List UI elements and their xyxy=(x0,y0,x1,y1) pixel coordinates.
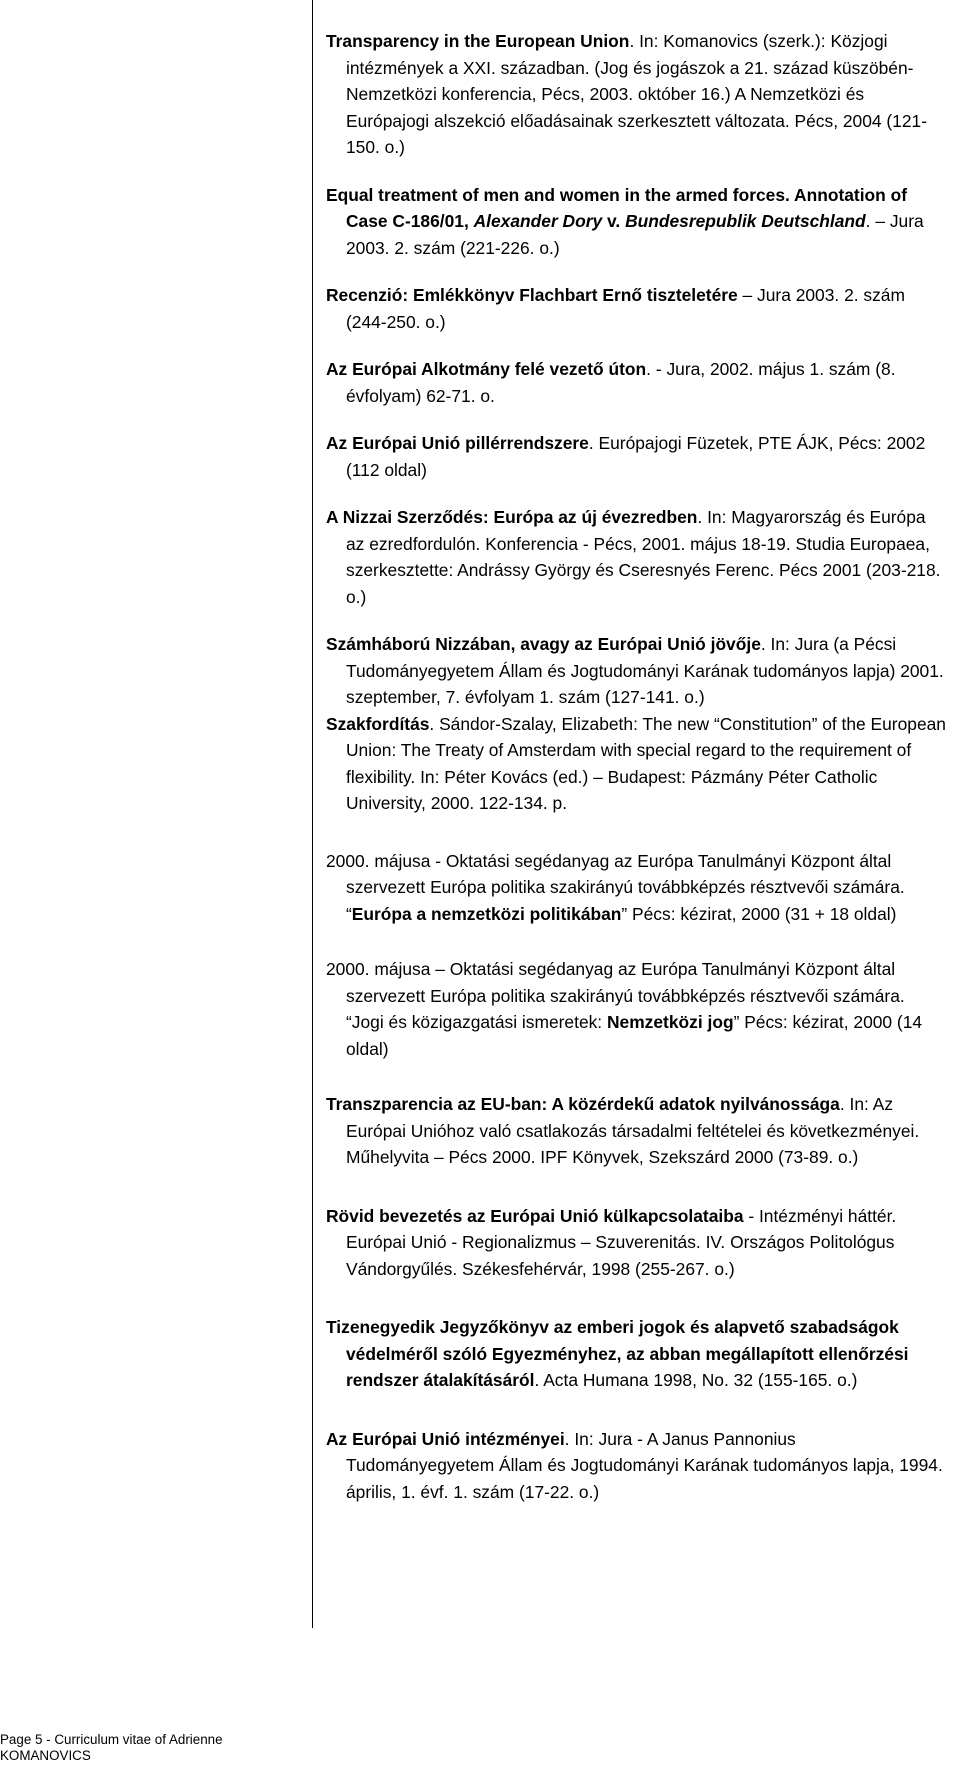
publication-title: Nemzetközi jog xyxy=(606,1012,734,1032)
publication-title: Rövid bevezetés az Európai Unió külkapcsolataiba xyxy=(326,1205,744,1226)
publication-entry-12 xyxy=(326,1203,946,1283)
publication-details: 2000. májusa – Oktatási segédanyag az Európa Tanulmányi Központ által szervezett Európa politika szakirányú továbbképzés résztvevői számára. “Jogi és közigazgatási ismeretek: xyxy=(326,959,905,1032)
publication-title: Equal treatment of men and women in the armed forces. Annotation of Case C-186/01, xyxy=(326,184,908,231)
publication-title: Szakfordítás xyxy=(326,713,430,734)
publication-title: Az Európai Unió pillérrendszere xyxy=(326,433,589,453)
publication-details: . Európajogi Füzetek, PTE ÁJK, Pécs: 2002 (112 oldal) xyxy=(346,433,926,480)
publication-details: . In: Jura - A Janus Pannonius Tudományegyetem Állam és Jogtudományi Karának tudományos lapja, 1994. április, 1. évf. 1. szám (17-22. o.) xyxy=(346,1428,943,1502)
publication-entry-4 xyxy=(326,356,946,409)
publication-entry-5 xyxy=(326,430,946,483)
publication-details: ” Pécs: kézirat, 2000 (14 oldal) xyxy=(346,1012,923,1059)
margin-rule xyxy=(312,0,313,1628)
publication-title: Az Európai Alkotmány felé vezető úton xyxy=(326,359,647,379)
publication-title: Tizenegyedik Jegyzőkönyv az emberi jogok és alapvető szabadságok védelméről szóló Egyezményhez, az abban megállapított ellenőrzési rendszer átalakításáról xyxy=(326,1317,909,1390)
publication-title: Számháború Nizzában, avagy az Európai Unió jövője xyxy=(326,634,761,654)
page-footer: Page 5 - Curriculum vitae of Adrienne KOMANOVICS xyxy=(0,1732,223,1763)
publication-details: . In: Magyarország és Európa az ezredfordulón. Konferencia - Pécs, 2001. május 18-19. Studia Europaea, szerkesztette: Andrássy György és Cseresnyés Ferenc. Pécs 2001 (203-218. o.) xyxy=(346,507,941,607)
publication-entry-6 xyxy=(326,504,946,610)
publication-entry-2 xyxy=(326,182,946,262)
publication-entry-10 xyxy=(326,956,946,1062)
publication-title: Recenzió: Emlékkönyv Flachbart Ernő tiszteletére xyxy=(326,285,738,305)
publication-details: . In: Komanovics (szerk.): Közjogi intézmények a XXI. században. (Jog és jogászok a 21. század küszöbén- Nemzetközi konferencia, Pécs, 2003. október 16.) A Nemzetközi és Európajogi alszekció előadásainak szerkesztett változata. Pécs, 2004 (121-150. o.) xyxy=(346,31,927,157)
publication-details: . Acta Humana 1998, No. 32 (155-165. o.) xyxy=(534,1370,858,1390)
publication-list xyxy=(326,28,946,1526)
publication-title-italic: Bundesrepublik Deutschland xyxy=(625,211,866,231)
publication-entry-11 xyxy=(326,1091,946,1171)
publication-entry-8 xyxy=(326,711,946,817)
publication-details: . In: Az Európai Unióhoz való csatlakozás társadalmi feltételei és következményei. Műhelyvita – Pécs 2000. IPF Könyvek, Szekszárd 2000 (73-89. o.) xyxy=(346,1094,920,1167)
publication-details: . - Jura, 2002. május 1. szám (8. évfolyam) 62-71. o. xyxy=(346,359,896,406)
publication-title: Transparency in the European Union xyxy=(326,31,630,51)
publication-details: – Jura 2003. 2. szám (244-250. o.) xyxy=(346,285,905,332)
publication-details: - Intézményi háttér. Európai Unió - Regionalizmus – Szuverenitás. IV. Országos Politológus Vándorgyűlés. Székesfehérvár, 1998 (255-267. o.) xyxy=(346,1205,897,1279)
publication-title: Európa a nemzetközi politikában xyxy=(351,903,622,924)
publication-title: v. xyxy=(602,211,626,231)
publication-title: Az Európai Unió intézményei xyxy=(326,1428,565,1449)
publication-title: Transzparencia az EU-ban: A közérdekű adatok nyilvánossága xyxy=(326,1094,840,1114)
publication-entry-1 xyxy=(326,28,946,161)
publication-entry-9 xyxy=(326,848,946,928)
publication-entry-3 xyxy=(326,282,946,335)
publication-entry-7 xyxy=(326,631,946,711)
publication-entry-14 xyxy=(326,1426,946,1506)
publication-details: . – Jura 2003. 2. szám (221-226. o.) xyxy=(346,211,924,258)
publication-details: . In: Jura (a Pécsi Tudományegyetem Állam és Jogtudományi Karának tudományos lapja) 2001. szeptember, 7. évfolyam 1. szám (127-141. o.) xyxy=(346,634,944,707)
publication-details: 2000. májusa - Oktatási segédanyag az Európa Tanulmányi Központ által szervezett Európa politika szakirányú továbbképzés résztvevői számára. “ xyxy=(326,850,905,924)
publication-title-italic: Alexander Dory xyxy=(473,211,603,231)
publication-entry-13 xyxy=(326,1314,946,1394)
publication-title: A Nizzai Szerződés: Európa az új évezredben xyxy=(326,507,698,527)
publication-details: ” Pécs: kézirat, 2000 (31 + 18 oldal) xyxy=(621,903,897,924)
publication-details: . Sándor-Szalay, Elizabeth: The new “Constitution” of the European Union: The Treaty of Amsterdam with special regard to the requirement of flexibility. In: Péter Kovács (ed.) – Budapest: Pázmány Péter Catholic University, 2000. 122-134. p. xyxy=(346,713,946,813)
